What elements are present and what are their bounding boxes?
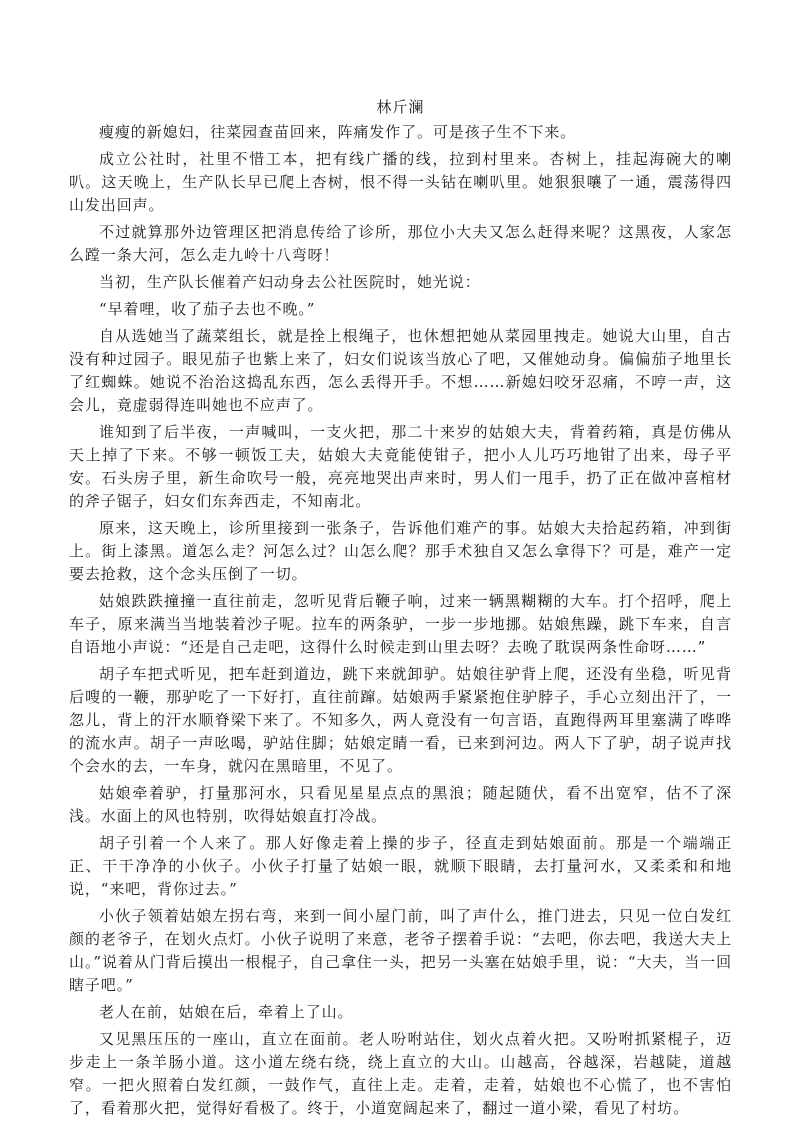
- paragraph: 姑娘牵着驴，打量那河水，只看见星星点点的黑浪；随起随伏，看不出宽窄，估不了深浅。水面上的风也特别，吹得姑娘直打冷战。: [69, 784, 732, 825]
- paragraph: 姑娘跌跌撞撞一直往前走，忽听见背后鞭子响，过来一辆黑糊糊的大车。打个招呼，爬上车子，原来满当当地装着沙子呢。拉车的两条驴，一步一步地挪。姑娘焦躁，跳下车来，自言自语地小声说：“还是自己走吧，这得什么时候走到山里去呀？去晚了耽误两条性命呀……”: [69, 592, 732, 656]
- paragraph: 胡子引着一个人来了。那人好像走着上操的步子，径直走到姑娘面前。那是一个端端正正、干干净净的小伙子。小伙子打量了姑娘一眼，就顺下眼睛，去打量河水，又柔柔和和地说，“来吧，背你过去。”: [69, 834, 732, 898]
- paragraph: 小伙子领着姑娘左拐右弯，来到一间小屋门前，叫了声什么，推门进去，只见一位白发红颜的老爷子，在划火点灯。小伙子说明了来意，老爷子摆着手说：“去吧，你去吧，我送大夫上山。”说着从门背后摸出一根棍子，自己拿住一头，把另一头塞在姑娘手里，说：“大夫，当一回瞎子吧。”: [69, 907, 732, 994]
- paragraph: 老人在前，姑娘在后，牵着上了山。: [99, 1003, 354, 1021]
- paragraph: 成立公社时，社里不惜工本，把有线广播的线，拉到村里来。杏树上，挂起海碗大的喇叭。这天晚上，生产队长早已爬上杏树，恨不得一头钻在喇叭里。她狠狠嚷了一通，震荡得四山发出回声。: [69, 150, 732, 214]
- paragraph: 不过就算那外边管理区把消息传给了诊所，那位小大夫又怎么赶得来呢？这黑夜，人家怎么蹚一条大河，怎么走九岭十八弯呀！: [69, 223, 732, 264]
- paragraph: 谁知到了后半夜，一声喊叫，一支火把，那二十来岁的姑娘大夫，背着药箱，真是仿佛从天上掉了下来。不够一顿饭工夫，姑娘大夫竟能使钳子，把小人儿巧巧地钳了出来，母子平安。石头房子里，新生命吹号一般，亮亮地哭出声来时，男人们一甩手，扔了正在做冲喜棺材的斧子锯子，妇女们东奔西走，不知南北。: [69, 423, 732, 510]
- paragraph: 自从选她当了蔬菜组长，就是拴上根绳子，也休想把她从菜园里拽走。她说大山里，自古没有种过园子。眼见茄子也紫上来了，妇女们说该当放心了吧，又催她动身。偏偏茄子地里长了红蜘蛛。她说不治治这捣乱东西，怎么丢得开手。不想……新媳妇咬牙忍痛，不哼一声，这会儿，竟虚弱得连叫她也不应声了。: [69, 327, 732, 414]
- paragraph: “早着哩，收了茄子去也不晚。”: [99, 300, 316, 318]
- paragraph: 当初，生产队长催着产妇动身去公社医院时，她光说：: [99, 273, 481, 291]
- paragraph: 瘦瘦的新媳妇，往菜园查苗回来，阵痛发作了。可是孩子生不下来。: [99, 123, 577, 141]
- paragraph: 原来，这天晚上，诊所里接到一张条子，告诉他们难产的事。姑娘大夫拾起药箱，冲到街上。街上漆黑。道怎么走？河怎么过？山怎么爬？那手术独自又怎么拿得下？可是，难产一定要去抢救，这个念头压倒了一切。: [69, 519, 732, 583]
- author-name: 林斤澜: [376, 98, 425, 116]
- paragraph: 又见黑压压的一座山，直立在面前。老人吩咐站住，划火点着火把。又吩咐抓紧棍子，迈步走上一条羊肠小道。这小道左绕右绕，绕上直立的大山。山越高，谷越深，岩越陡，道越窄。一把火照着白发红颜，一鼓作气，直往上走。走着，走着，姑娘也不心慌了，也不害怕了，看着那火把，觉得好看极了。终于，小道宽阔起来了，翻过一道小梁，看见了村坊。: [69, 1030, 732, 1117]
- paragraph: 胡子车把式听见，把车赶到道边，跳下来就卸驴。姑娘往驴背上爬，还没有坐稳，听见背后嗖的一鞭，那驴吃了一下好打，直往前蹿。姑娘两手紧紧抱住驴脖子，手心立刻出汗了，一忽儿，背上的汗水顺脊梁下来了。不知多久，两人竟没有一句言语，直跑得两耳里塞满了哗哗的流水声。胡子一声吆喝，驴站住脚；姑娘定睛一看，已来到河边。两人下了驴，胡子说声找个会水的去，一车身，就闪在黑暗里，不见了。: [69, 665, 732, 775]
- article-body: [69, 96, 732, 1124]
